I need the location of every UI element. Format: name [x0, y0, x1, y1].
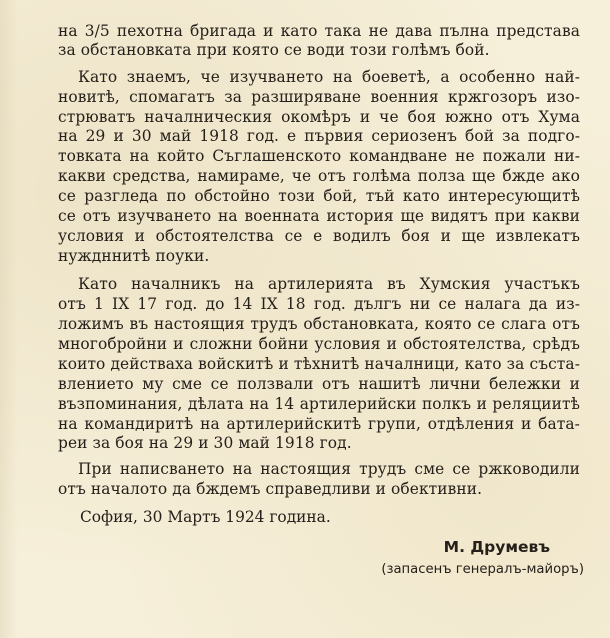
text-line: които действаха войскитѣ и тѣхнитѣ началници, като за съста- — [58, 355, 580, 373]
text-line: многобройни и сложни бойни условия и обстоятелства, срѣдъ — [58, 335, 580, 353]
text-line: ложимъ въ настоящия трудъ обстановката, която се слага отъ — [58, 315, 580, 333]
text-line: условия и обстоятелства се е водилъ боя и ще извлекатъ — [58, 227, 580, 245]
text-line: какви средства, намираме, че отъ голѣма полза ще бжде ако — [58, 167, 580, 185]
text-line: на 3/5 пехотна бригада и като така не дава пълна представа — [58, 22, 580, 40]
paragraph-start-line: Като знаемъ, че изучването на боеветѣ, а особенно най- — [78, 68, 580, 86]
text-line: на 29 и 30 май 1918 год. е първия сериозенъ бой за подго- — [58, 127, 580, 145]
signature: М. Друмевъ — [443, 538, 550, 556]
text-line: се разгледа по обстойно този бой, тъй като интересующитѣ — [58, 187, 580, 205]
text-line: възпоминания, дѣлата на 14 артилерийски полкъ и реляциитѣ — [58, 395, 580, 413]
text-line: стрюватъ началническия окомѣръ и че боя южно отъ Хума — [58, 108, 580, 126]
paragraph-start-line: Като началникъ на артилерията въ Хумския участъкъ — [78, 275, 580, 293]
text-line: реи за боя на 29 и 30 май 1918 год. — [58, 434, 352, 452]
text-line: нуждннитѣ поуки. — [58, 247, 210, 265]
text-line: новитѣ, спомагатъ за разширяване военния кржгозоръ изо- — [58, 88, 580, 106]
text-line: влението му сме се ползвали отъ нашитѣ лични бележки и — [58, 375, 580, 393]
paragraph-start-line: При написването на настоящия трудъ сме се ржководили — [78, 460, 580, 478]
text-line: отъ началото да бждемъ справедливи и обективни. — [58, 480, 483, 498]
date-line: София, 30 Мартъ 1924 година. — [80, 508, 331, 526]
text-line: товката на който Съглашенското командване не пожали ни- — [58, 147, 580, 165]
text-line: отъ 1 IX 17 год. до 14 IX 18 год. дългъ ни се налага да из- — [58, 295, 580, 313]
text-line: за обстановката при която се води този голѣмъ бой. — [58, 41, 490, 59]
text-line: на командиритѣ на артилерийскитѣ групи, отдѣления и бата- — [58, 415, 580, 433]
text-line: се отъ изучването на военната история ще видятъ при какви — [58, 207, 580, 225]
signature-title: (запасенъ генералъ-майоръ) — [381, 562, 584, 577]
